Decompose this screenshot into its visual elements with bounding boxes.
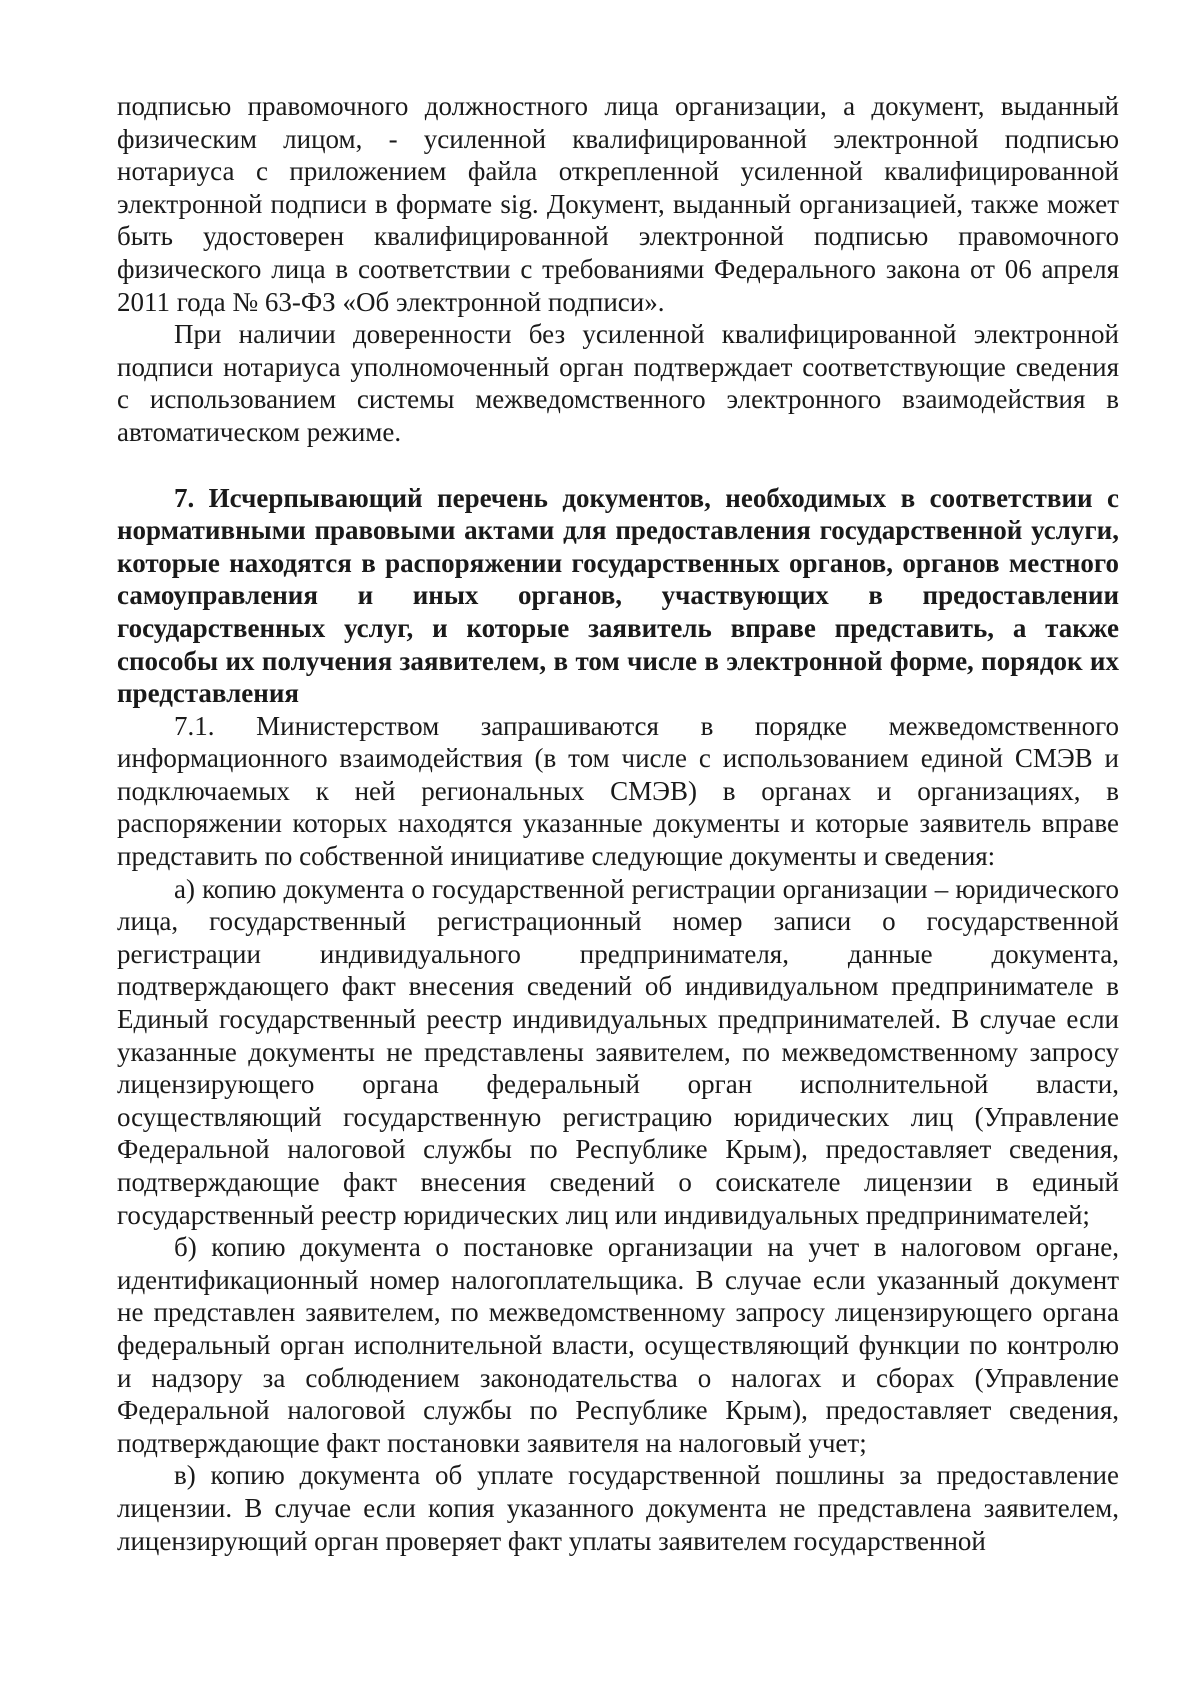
document-page [117, 90, 1119, 1557]
paragraph-7-1: 7.1. Министерством запрашиваются в порядке межведомственного информационного взаимодействия (в том числе с использованием единой СМЭВ и подключаемых к ней региональных СМЭВ) в органах и организациях, в распоряжении которых находятся указанные документы и которые заявитель вправе представить по собственной инициативе следующие документы и сведения: [117, 710, 1119, 872]
list-item-b: б) копию документа о постановке организации на учет в налоговом органе, идентификационный номер налогоплательщика. В случае если указанный документ не представлен заявителем, по межведомственному запросу лицензирующего органа федеральный орган исполнительной власти, осуществляющий функции по контролю и надзору за соблюдением законодательства о налогах и сборах (Управление Федеральной налоговой службы по Республике Крым), предоставляет сведения, подтверждающие факт постановки заявителя на налоговый учет; [117, 1232, 1119, 1458]
paragraph-power-of-attorney: При наличии доверенности без усиленной квалифицированной электронной подписи нотариуса уполномоченный орган подтверждает соответствующие сведения с использованием системы межведомственного электронного взаимодействия в автоматическом режиме. [117, 319, 1119, 447]
paragraph-signature-requirements: подписью правомочного должностного лица организации, а документ, выданный физическим лицом, - усиленной квалифицированной электронной подписью нотариуса с приложением файла открепленной усиленной квалифицированной электронной подписи в формате sig. Документ, выданный организацией, также может быть удостоверен квалифицированной электронной подписью правомочного физического лица в соответствии с требованиями Федерального закона от 06 апреля 2011 года № 63-ФЗ «Об электронной подписи». [117, 91, 1119, 317]
section-7-heading: 7. Исчерпывающий перечень документов, необходимых в соответствии с нормативными правовыми актами для предоставления государственной услуги, которые находятся в распоряжении государственных органов, органов местного самоуправления и иных органов, участвующих в предоставлении государственных услуг, и которые заявитель вправе представить, а также способы их получения заявителем, в том числе в электронной форме, порядок их представления [117, 482, 1119, 709]
list-item-a: а) копию документа о государственной регистрации организации – юридического лица, государственный регистрационный номер записи о государственной регистрации индивидуального предпринимателя, данные документа, подтверждающего факт внесения сведений об индивидуальном предпринимателе в Единый государственный реестр индивидуальных предпринимателей. В случае если указанные документы не представлены заявителем, по межведомственному запросу лицензирующего органа федеральный орган исполнительной власти, осуществляющий государственную регистрацию юридических лиц (Управление Федеральной налоговой службы по Республике Крым), предоставляет сведения, подтверждающие факт внесения сведений о соискателе лицензии в единый государственный реестр юридических лиц или индивидуальных предпринимателей; [117, 873, 1119, 1230]
list-item-v: в) копию документа об уплате государственной пошлины за предоставление лицензии. В случае если копия указанного документа не представлена заявителем, лицензирующий орган проверяет факт уплаты заявителем государственной [117, 1460, 1119, 1556]
